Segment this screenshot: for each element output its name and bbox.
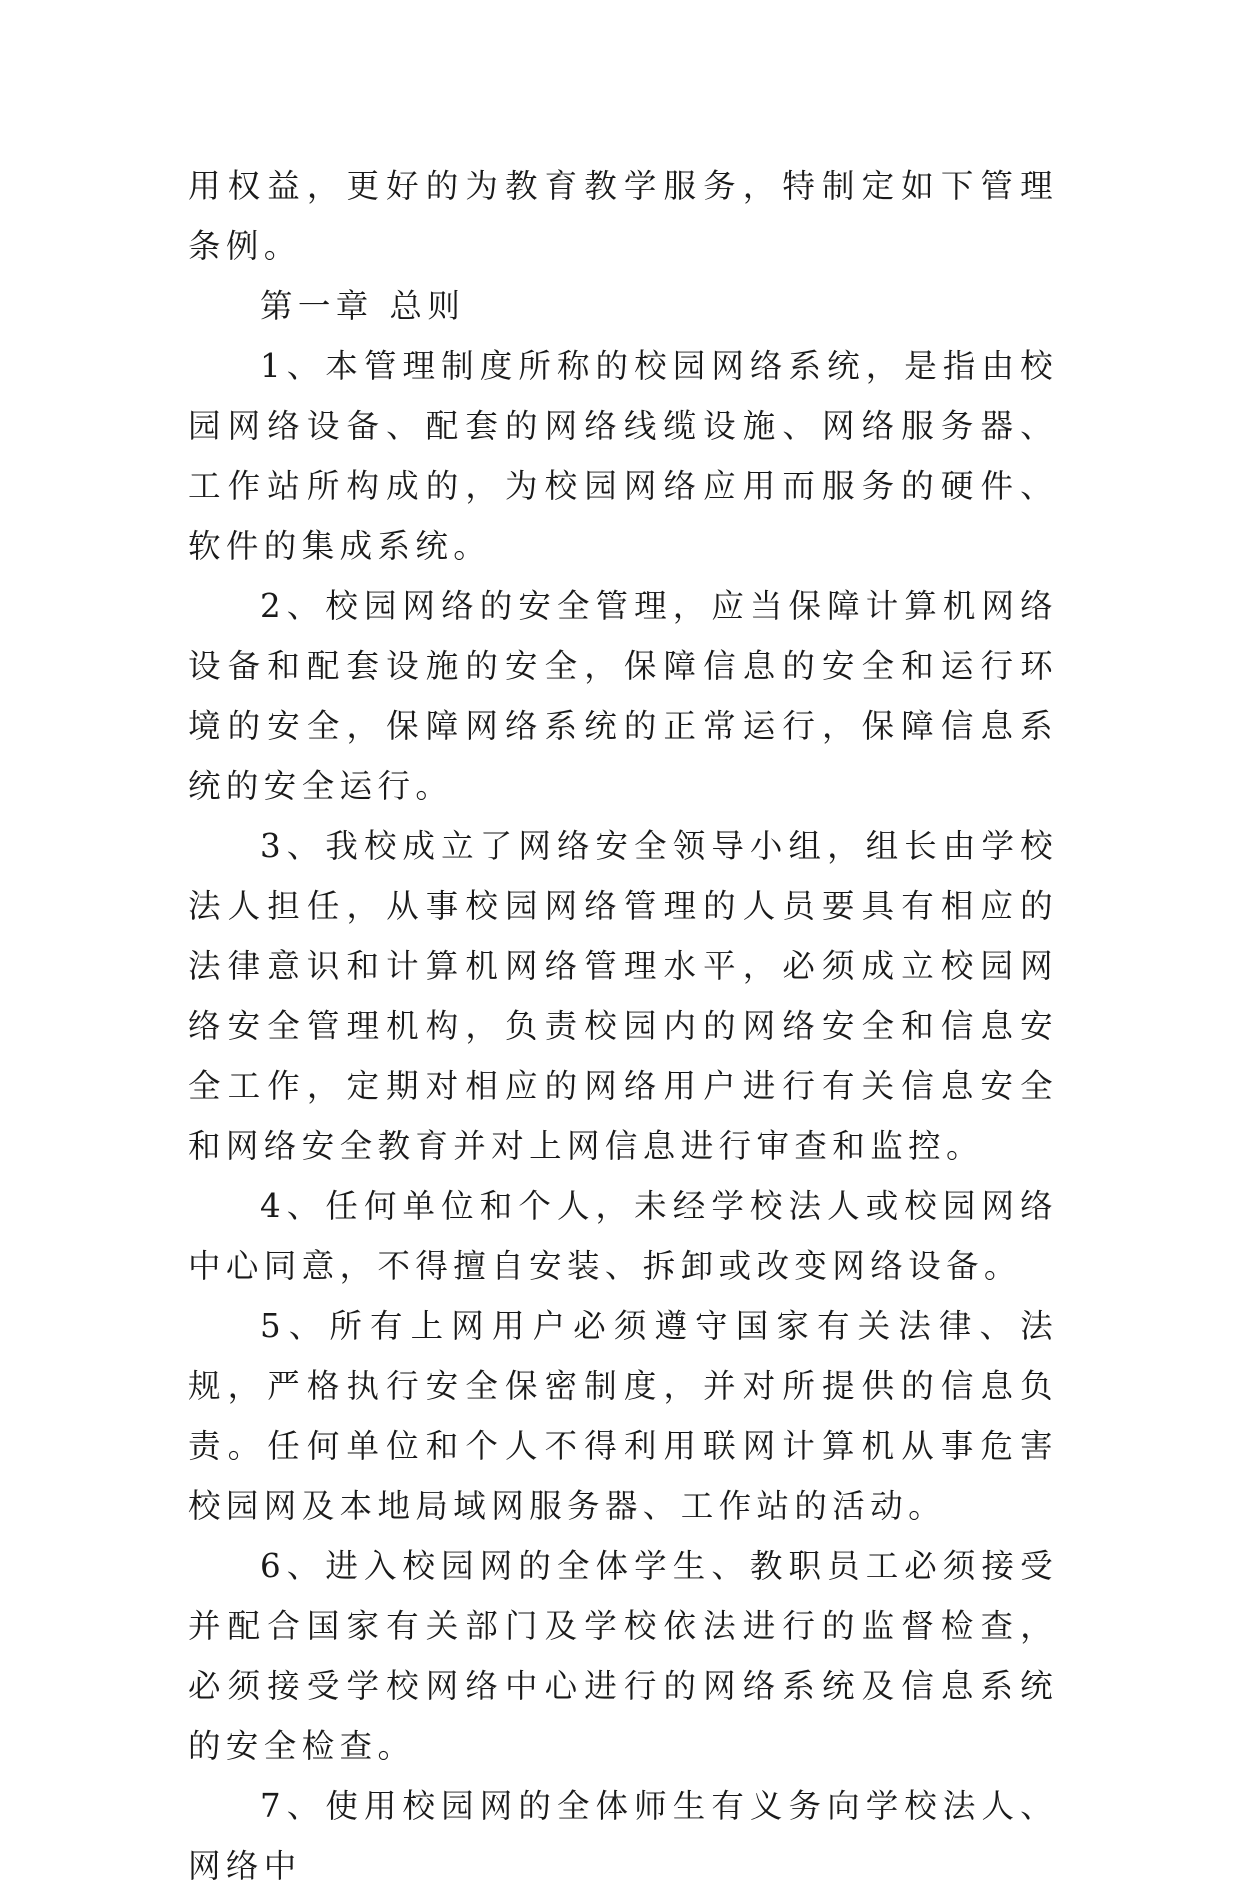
- clause-4: 4、任何单位和个人，未经学校法人或校园网络中心同意，不得擅自安装、拆卸或改变网络设备。: [188, 1187, 1058, 1285]
- clause-3: 3、我校成立了网络安全领导小组，组长由学校法人担任，从事校园网络管理的人员要具有相应的法律意识和计算机网络管理水平，必须成立校园网络安全管理机构，负责校园内的网络安全和信息安全工作，定期对相应的网络用户进行有关信息安全和网络安全教育并对上网信息进行审查和监控。: [188, 827, 1058, 1165]
- document-body: [188, 156, 1058, 1896]
- clause-6: 6、进入校园网的全体学生、教职员工必须接受并配合国家有关部门及学校依法进行的监督检查，必须接受学校网络中心进行的网络系统及信息系统的安全检查。: [188, 1547, 1058, 1765]
- clause-1: 1、本管理制度所称的校园网络系统，是指由校园网络设备、配套的网络线缆设施、网络服务器、工作站所构成的，为校园网络应用而服务的硬件、软件的集成系统。: [188, 347, 1058, 565]
- chapter-heading: 第一章 总则: [260, 287, 466, 325]
- clause-7: 7、使用校园网的全体师生有义务向学校法人、网络中: [188, 1787, 1058, 1885]
- clause-5: 5、所有上网用户必须遵守国家有关法律、法规，严格执行安全保密制度，并对所提供的信息负责。任何单位和个人不得利用联网计算机从事危害校园网及本地局域网服务器、工作站的活动。: [188, 1307, 1058, 1525]
- paragraph-continuation: 用权益，更好的为教育教学服务，特制定如下管理条例。: [188, 167, 1058, 265]
- clause-2: 2、校园网络的安全管理，应当保障计算机网络设备和配套设施的安全，保障信息的安全和运行环境的安全，保障网络系统的正常运行，保障信息系统的安全运行。: [188, 587, 1058, 805]
